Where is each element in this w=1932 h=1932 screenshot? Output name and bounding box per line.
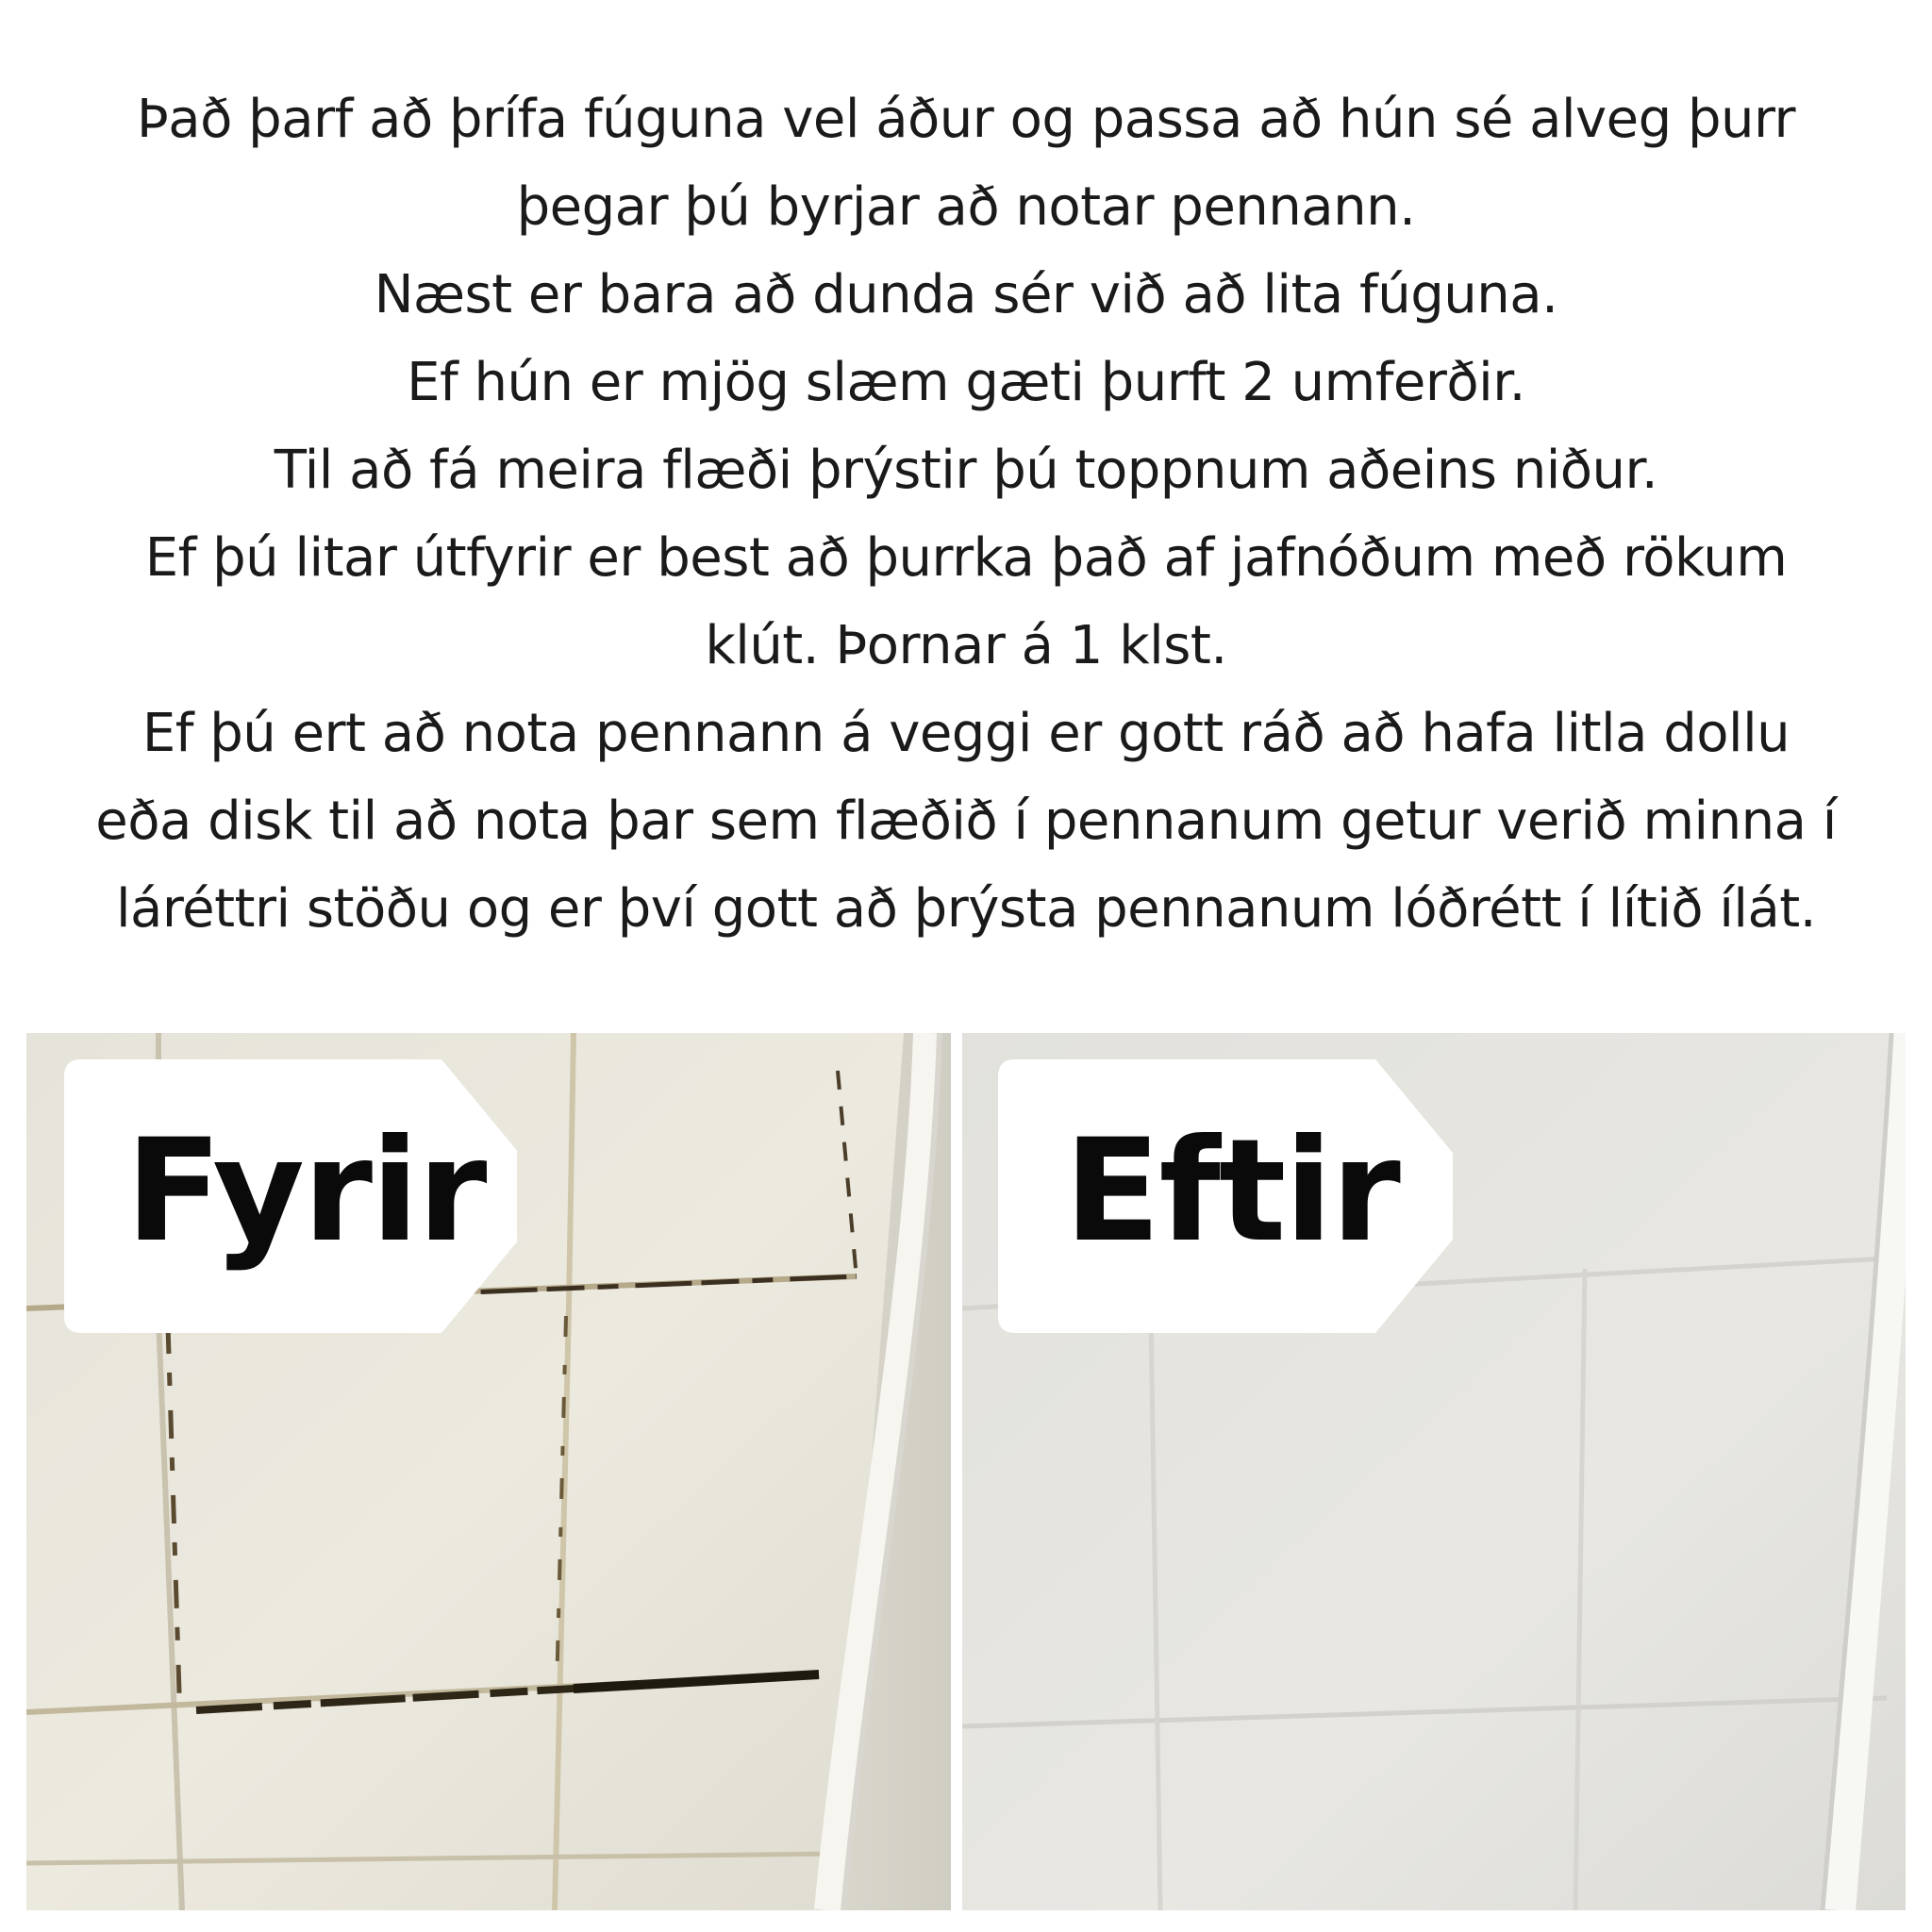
instructions-line: Næst er bara að dunda sér við að lita fúguna. (374, 264, 1558, 325)
instructions-line: Til að fá meira flæði þrýstir þú toppnum aðeins niður. (274, 440, 1658, 501)
instructions-line: Ef hún er mjög slæm gæti þurft 2 umferðir. (407, 352, 1525, 413)
instructions-line: þegar þú byrjar að notar pennann. (516, 176, 1416, 238)
before-label-text: Fyrir (125, 1109, 486, 1274)
after-photo (962, 1033, 1906, 1910)
instructions-text (57, 75, 1875, 953)
instructions-line: láréttri stöðu og er því gott að þrýsta pennanum lóðrétt í lítið ílát. (115, 878, 1817, 940)
before-label (26, 1059, 517, 1333)
after-label-text: Eftir (1064, 1109, 1399, 1274)
instructions-line: Ef þú ert að nota pennann á veggi er gott ráð að hafa litla dollu (142, 703, 1790, 764)
after-label (962, 1059, 1453, 1333)
before-photo (26, 1033, 964, 1910)
instructions-line: klút. Þornar á 1 klst. (705, 615, 1227, 676)
instructions-line: Ef þú litar útfyrir er best að þurrka það af jafnóðum með rökum (144, 527, 1788, 589)
instructions-line: Það þarf að þrífa fúguna vel áður og passa að hún sé alveg þurr (136, 89, 1796, 150)
instructions-line: eða disk til að nota þar sem flæðið í pennanum getur verið minna í (95, 791, 1837, 852)
